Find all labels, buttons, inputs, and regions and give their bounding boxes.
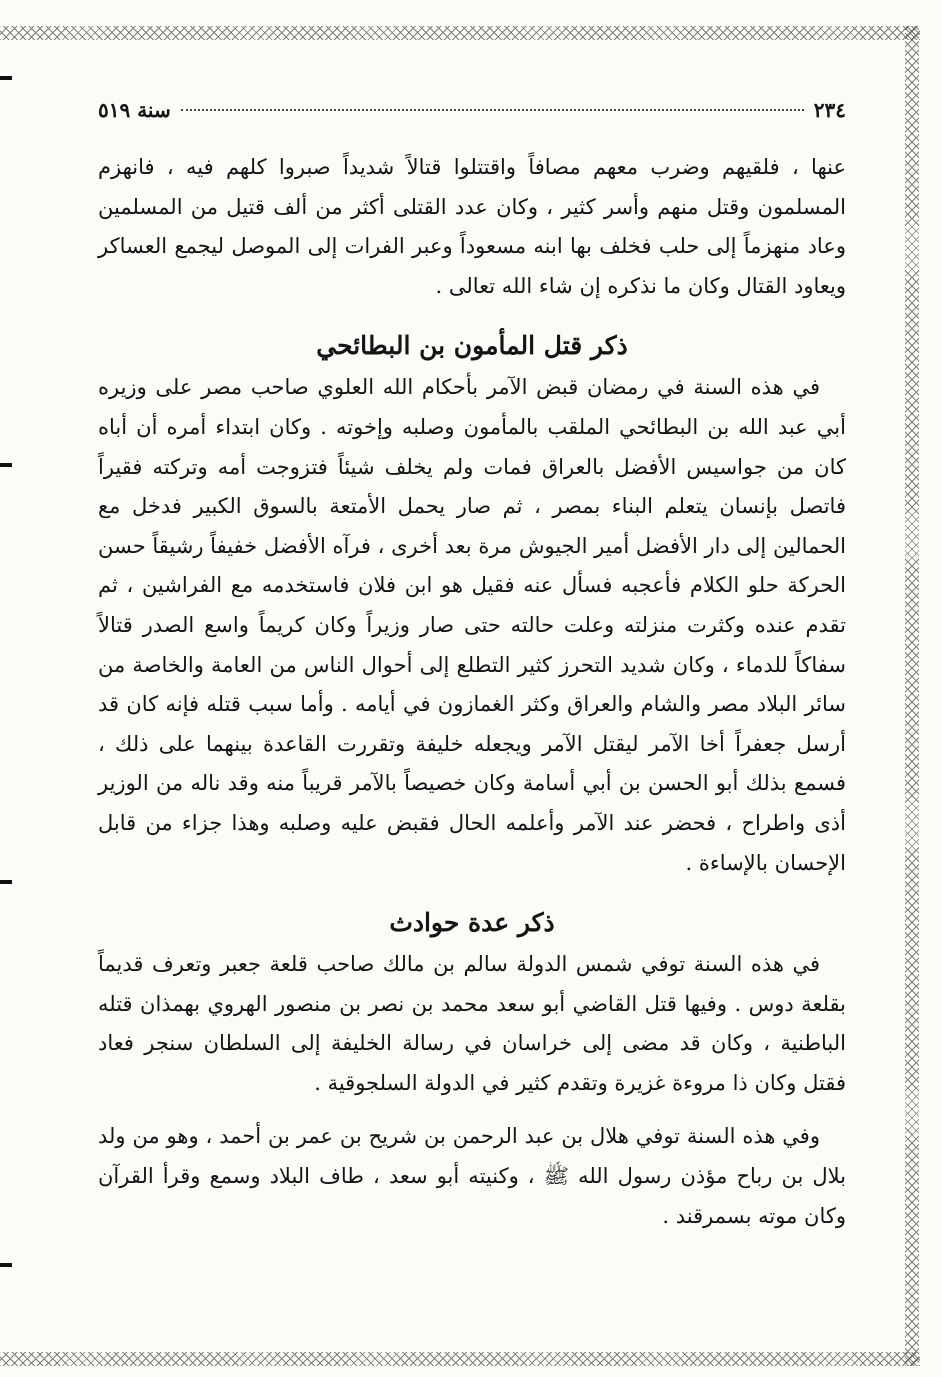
section-heading: ذكر عدة حوادث [389,908,555,938]
running-title: سنة ٥١٩ [98,98,171,122]
paragraph: عنها ، فلقيهم وضرب معهم مصافاً واقتتلوا قتالاً شديداً صبروا كلهم فيه ، فانهزم المسلمون وقتل منهم وأسر كثير ، وكان عدد القتلى أكثر من ألف قتيل من المسلمين وعاد منهزماً إلى حلب فخلف بها ابنه مسعوداً وعبر الفرات إلى الموصل ليجمع العساكر ويعاود القتال وكان ما نذكره إن شاء الله تعالى . [98,155,846,298]
page-header [98,94,846,126]
ornamental-border-top [0,26,920,40]
paragraph-gap [98,1103,846,1117]
margin-mark [0,1263,12,1267]
header-leader-dots [181,109,804,111]
paragraph: وفي هذه السنة توفي هلال بن عبد الرحمن بن شريح بن عمر بن أحمد ، وهو من ولد بلال بن رباح مؤذن رسول الله ﷺ ، وكنيته أبو سعد ، طاف البلاد وسمع وقرأ القرآن وكان موته بسمرقند . [98,1124,846,1228]
margin-mark [0,880,12,884]
margin-mark [0,463,12,467]
ornamental-border-right [905,26,919,1366]
section-heading: ذكر قتل المأمون بن البطائحي [316,331,628,361]
ornamental-border-bottom [0,1352,920,1366]
page-number: ٢٣٤ [813,98,846,122]
paragraph: في هذه السنة توفي شمس الدولة سالم بن مالك صاحب قلعة جعبر وتعرف قديماً بقلعة دوس . وفيها قتل القاضي أبو سعد محمد بن نصر بن منصور الهروي بهمذان قتله الباطنية ، وكان قد مضى إلى خراسان في رسالة الخليفة إلى السلطان سنجر فعاد فقتل وكان ذا مروءة غزيرة وتقدم كثير في الدولة السلجوقية . [98,952,846,1095]
page-body [98,148,846,1236]
margin-mark [0,76,12,80]
paragraph: في هذه السنة في رمضان قبض الآمر بأحكام الله العلوي صاحب مصر على وزيره أبي عبد الله بن البطائحي الملقب بالمأمون وصلبه وإخوته . وكان ابتداء أمره أن أباه كان من جواسيس الأفضل بالعراق فمات ولم يخلف شيئاً فتزوجت أمه وتركته فقيراً فاتصل بإنسان يتعلم البناء بمصر ، ثم صار يحمل الأمتعة بالسوق الكبير فدخل مع الحمالين إلى دار الأفضل أمير الجيوش مرة بعد أخرى ، فرآه الأفضل خفيفاً رشيقاً حسن الحركة حلو الكلام فأعجبه فسأل عنه فقيل هو ابن فلان فاستخدمه مع الفراشين ، ثم تقدم عنده وكثرت منزلته وعلت حالته حتى صار وزيراً وكان كريماً واسع الصدر قتالاً سفاكاً للدماء ، وكان شديد التحرز كثير التطلع إلى أحوال الناس من العامة والخاصة من سائر البلاد مصر والشام والعراق وكثر الغمازون في أيامه . وأما سبب قتله فإنه كان قد أرسل جعفراً أخا الآمر ليقتل الآمر ويجعله خليفة وتقررت القاعدة بينهما على ذلك ، فسمع بذلك أبو الحسن بن أبي أسامة وكان خصيصاً بالآمر قريباً منه وقد ناله من الوزير أذى واطراح ، فحضر عند الآمر وأعلمه الحال فقبض عليه وصلبه وهذا جزاء من قابل الإحسان بالإساءة . [98,375,846,875]
